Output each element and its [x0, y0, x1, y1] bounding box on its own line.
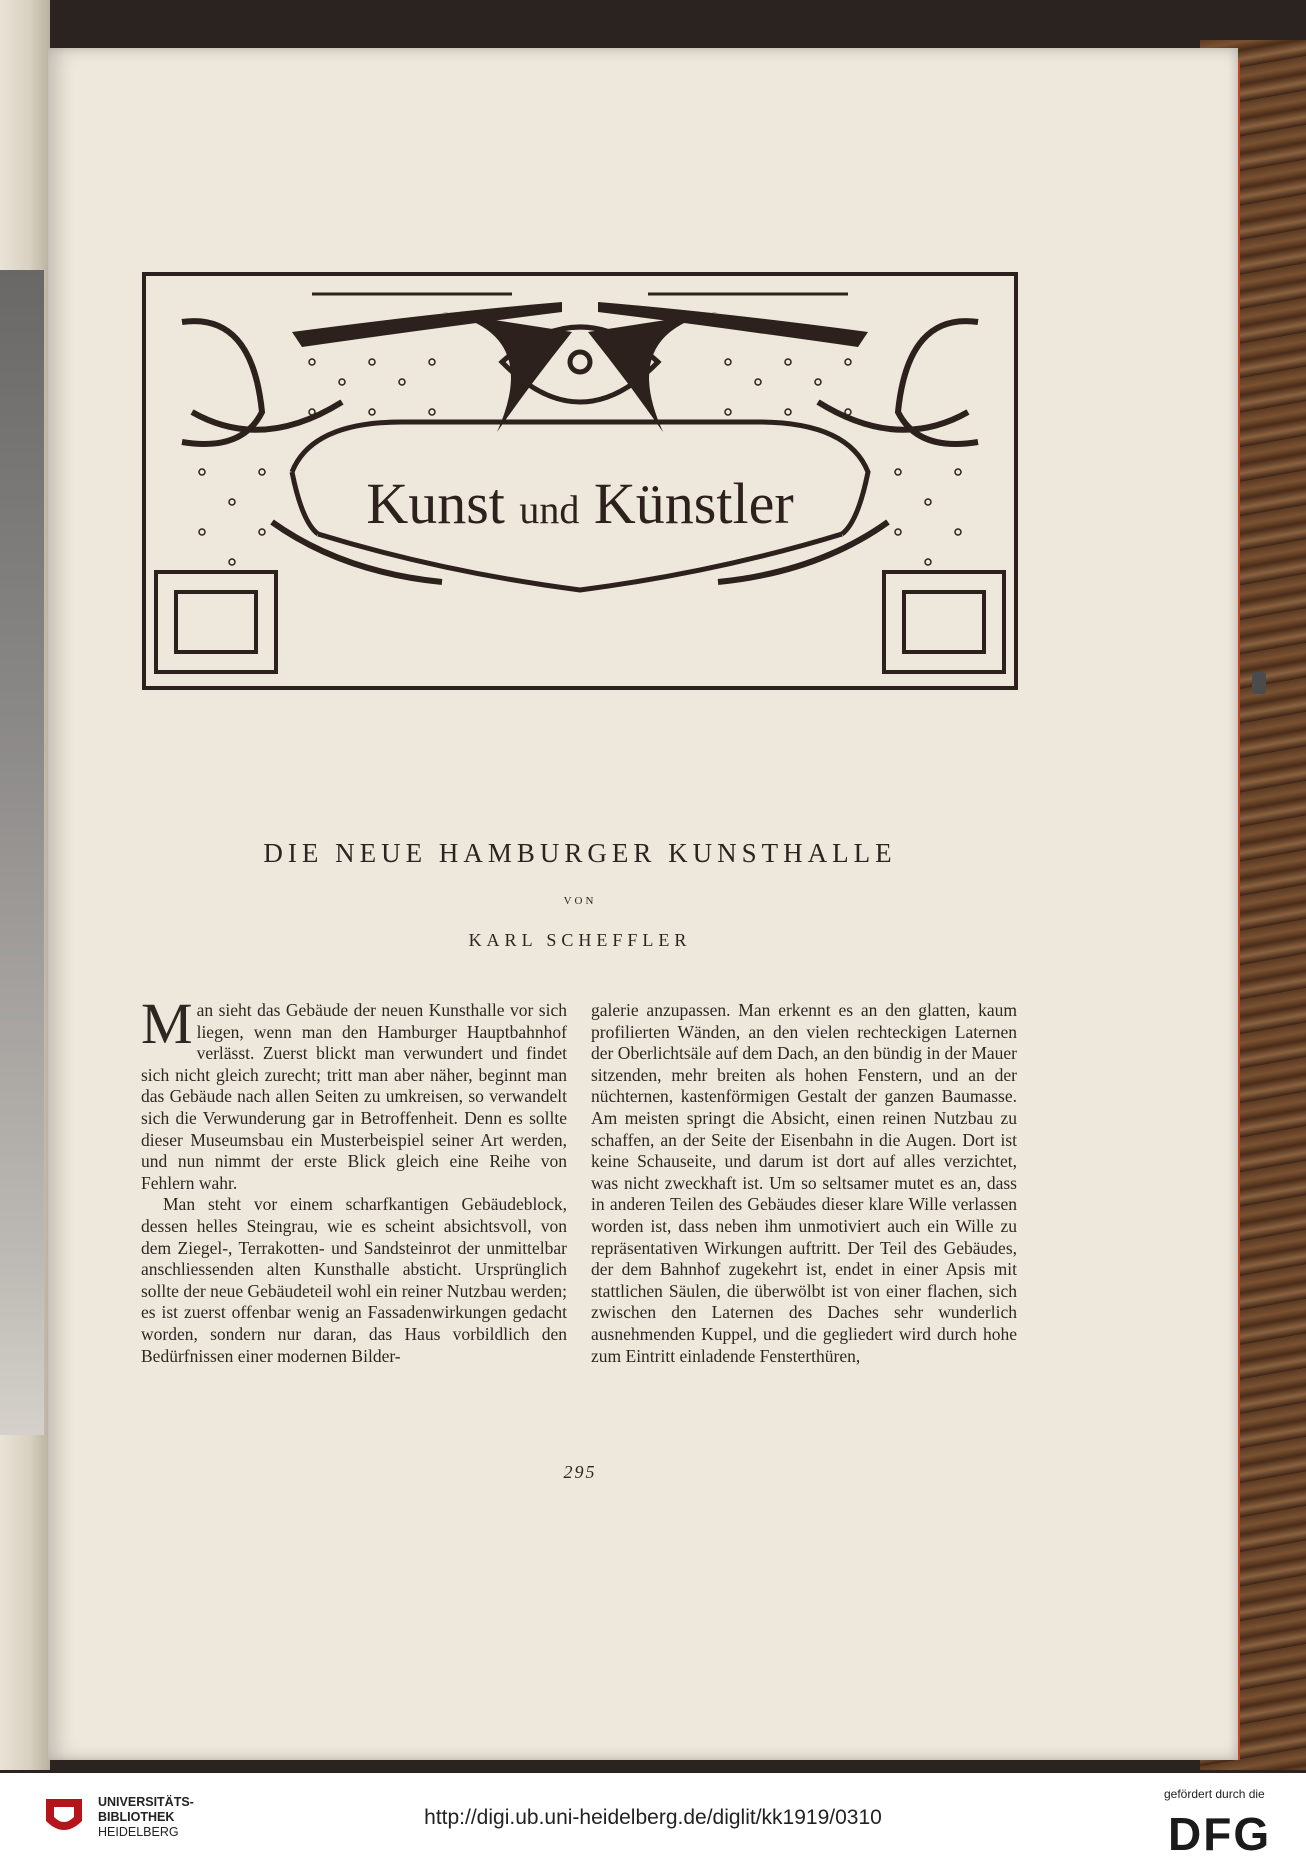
page-number: 295 — [563, 1462, 597, 1482]
paragraph-1 — [141, 991, 567, 1194]
paragraph-2: Man steht vor einem scharfkantigen Gebäudeblock, dessen helles Steingrau, wie es scheint absichtsvoll, von dem Ziegel-, Terrakotten- und Sandsteinrot der unmittelbar anschliessenden alten Kunsthalle absticht. Ursprünglich sollte der neue Gebäudeteil wohl ein reiner Nutzbau werden; es ist zuerst offenbar wenig an Fassadenwirkungen gedacht worden, sondern nur daran, das Haus vorbildlich den Bedürfnissen einer modernen Bilder- — [141, 1194, 567, 1366]
text-column-left — [141, 991, 567, 1367]
ornamental-header — [142, 272, 1018, 690]
magazine-title-part-2: und — [519, 487, 580, 532]
dfg-logo: DFG — [1168, 1808, 1272, 1860]
magazine-title-part-3: Künstler — [593, 471, 794, 536]
uni-line-2: BIBLIOTHEK — [98, 1810, 175, 1824]
viewer-footer — [0, 1773, 1306, 1866]
paragraph-1-text: an sieht das Gebäude der neuen Kunsthalle vor sich liegen, wenn man den Hamburger Hauptbahnhof verlässt. Zuerst blickt man verwundert und findet sich nicht gleich zurecht; tritt man aber näher, beginnt man das Gebäude nach allen Seiten zu umkreisen, so verwandelt sich die Verwunderung gar in Betroffenheit. Denn es sollte dieser Museumsbau ein Musterbeispiel seiner Art werden, und nun nimmt der erste Blick gleich eine Reihe von Fehlern wahr. — [141, 1000, 567, 1193]
dfg-caption: gefördert durch die — [1164, 1787, 1265, 1801]
magazine-title — [142, 470, 1018, 537]
magazine-title-part-1: Kunst — [366, 471, 505, 536]
text-column-right — [591, 1000, 1017, 1367]
uni-line-1: UNIVERSITÄTS- — [98, 1795, 194, 1809]
paragraph-3: galerie anzupassen. Man erkennt es an den glatten, kaum profilierten Wänden, an den vielen rechteckigen Laternen der Oberlichtsäle auf dem Dach, an den bündig in der Mauer sitzenden, mehr breiten als hohen Fenstern, und an der nüchternen, kastenförmigen Gestalt der ganzen Baumasse. Am meisten springt die Absicht, einen reinen Nutzbau zu schaffen, an der Seite der Eisenbahn in die Augen. Dort ist keine Schauseite, und darum ist dort auf alles verzichtet, was nicht zweckhaft ist. Um so seltsamer mutet es an, dass in anderen Teilen des Gebäudes dieser klare Wille verlassen worden ist, dass neben ihm unmotiviert auch ein Wille zu repräsentativen Wirkungen auftritt. Der Teil des Gebäudes, der dem Bahnhof zugekehrt ist, endet in einer Apsis mit stattlichen Säulen, die überwölbt ist von einer flachen, sich zwischen den Laternen des Daches sehr wunderlich ausnehmenden Kuppel, und die gegliedert wird durch hohe zum Eintritt einladende Fensterthüren, — [591, 1000, 1017, 1366]
byline-von: VON — [563, 895, 597, 907]
drop-cap: M — [141, 991, 193, 1056]
facing-page-plate — [0, 270, 44, 1435]
article-headline: DIE NEUE HAMBURGER KUNSTHALLE — [263, 838, 897, 868]
book-clasp — [1252, 672, 1266, 694]
permalink-url[interactable]: http://digi.ub.uni-heidelberg.de/diglit/kk1919/0310 — [424, 1806, 882, 1829]
uni-line-3: HEIDELBERG — [98, 1825, 179, 1839]
byline-author: KARL SCHEFFLER — [468, 930, 692, 950]
